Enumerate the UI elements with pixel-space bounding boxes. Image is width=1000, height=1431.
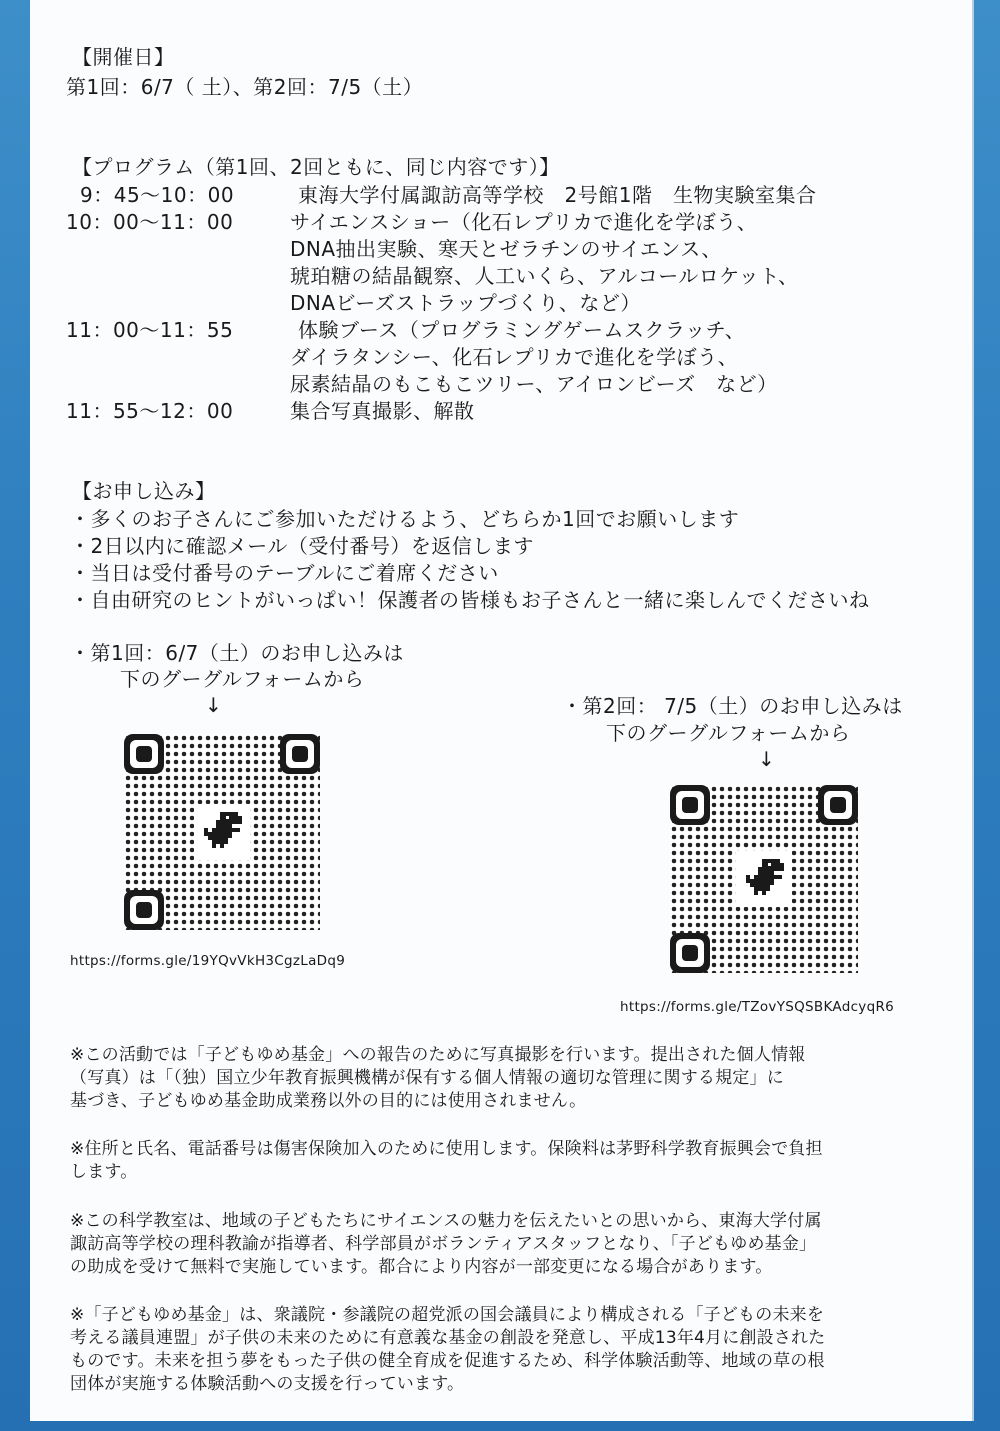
program-desc-2-line-3: 琥珀糖の結晶観察、人工いくら、アルコールロケット、	[290, 264, 799, 288]
form2-url-link[interactable]: https://forms.gle/TZovYSQSBKAdcyqR6	[620, 999, 895, 1015]
program-desc-3-line-2: ダイラタンシー、化石レプリカで進化を学ぼう、	[290, 345, 739, 369]
program-time-2: 10：00〜11：00	[66, 210, 234, 234]
note-4-line-3: ものです。未来を担う夢をもった子供の健全育成を促進するため、科学体験活動等、地域の草の根	[70, 1351, 825, 1371]
note-4-line-2: 考える議員連盟」が子供の未来のために有意義な基金の創設を発意し、平成13年4月に創設された	[70, 1328, 826, 1348]
flyer-page	[30, 0, 974, 1421]
note-1-line-2: （写真）は「（独）国立少年教育振興機構が保有する個人情報の適切な管理に関する規定」に	[70, 1068, 784, 1088]
program-time-4: 11：55〜12：00	[66, 399, 234, 423]
form2-line-1: ・第2回： 7/5（土）のお申し込みは	[562, 694, 903, 718]
note-2-line-2: します。	[70, 1162, 138, 1182]
form1-line-1: ・第1回：6/7（土）のお申し込みは	[70, 641, 404, 665]
program-desc-4-line-1: 集合写真撮影、解散	[290, 399, 475, 423]
qr-code-form-2[interactable]	[670, 785, 858, 973]
apply-bullet-1: ・多くのお子さんにご参加いただけるよう、どちらか1回でお願いします	[70, 507, 740, 531]
program-desc-2-line-1: サイエンスショー（化石レプリカで進化を学ぼう、	[290, 210, 758, 234]
program-desc-3-line-1: 体験ブース（プログラミングゲームスクラッチ、	[298, 318, 746, 342]
apply-bullet-2: ・2日以内に確認メール（受付番号）を返信します	[70, 534, 534, 558]
note-3-line-3: の助成を受けて無料で実施しています。都合により内容が一部変更になる場合があります。	[70, 1257, 773, 1277]
note-2-line-1: ※住所と氏名、電話番号は傷害保険加入のために使用します。保険料は茅野科学教育振興会で負担	[70, 1139, 823, 1159]
program-desc-2-line-4: DNAビーズストラップづくり、など）	[290, 291, 641, 315]
form1-url-link[interactable]: https://forms.gle/19YQvVkH3CgzLaDq9	[70, 953, 346, 969]
program-time-3: 11：00〜11：55	[66, 318, 234, 342]
program-desc-1-line-1: 東海大学付属諏訪高等学校 2号館1階 生物実験室集合	[298, 183, 817, 207]
dates-heading: 【開催日】	[72, 45, 175, 69]
qr-finder-icon	[124, 734, 164, 774]
qr-finder-icon	[124, 890, 164, 930]
note-1-line-1: ※この活動では「子どもゆめ基金」への報告のために写真撮影を行います。提出された個人情報	[70, 1045, 806, 1065]
dino-icon	[736, 851, 792, 907]
dino-icon	[194, 804, 250, 860]
qr-finder-icon	[818, 785, 858, 825]
note-1-line-3: 基づき、子どもゆめ基金助成業務以外の目的には使用されません。	[70, 1091, 587, 1111]
note-3-line-1: ※この科学教室は、地域の子どもたちにサイエンスの魅力を伝えたいとの思いから、東海大学付属	[70, 1211, 822, 1231]
form1-line-2: 下のグーグルフォームから	[120, 667, 365, 691]
program-desc-2-line-2: DNA抽出実験、寒天とゼラチンのサイエンス、	[290, 237, 722, 261]
note-4-line-4: 団体が実施する体験活動への支援を行っています。	[70, 1374, 465, 1394]
apply-bullet-4: ・自由研究のヒントがいっぱい！保護者の皆様もお子さんと一緒に楽しんでくださいね	[70, 588, 870, 612]
arrow-down-icon: ↓	[205, 693, 223, 717]
qr-code-form-1[interactable]	[124, 734, 320, 930]
qr-finder-icon	[280, 734, 320, 774]
dates-line: 第1回：6/7（ 土）、第2回：7/5（土）	[66, 75, 424, 99]
program-heading: 【プログラム（第1回、2回ともに、同じ内容です）】	[72, 155, 560, 179]
qr-finder-icon	[670, 933, 710, 973]
form2-line-2: 下のグーグルフォームから	[606, 721, 851, 745]
apply-heading: 【お申し込み】	[72, 479, 216, 503]
apply-bullet-3: ・当日は受付番号のテーブルにご着席ください	[70, 561, 499, 585]
arrow-down-icon: ↓	[758, 747, 776, 771]
qr-finder-icon	[670, 785, 710, 825]
note-3-line-2: 諏訪高等学校の理科教諭が指導者、科学部員がボランティアスタッフとなり、「子どもゆめ基金」	[70, 1234, 817, 1254]
note-4-line-1: ※「子どもゆめ基金」は、衆議院・参議院の超党派の国会議員により構成される「子どもの未来を	[70, 1305, 825, 1325]
program-time-1: 9：45〜10：00	[80, 183, 235, 207]
program-desc-3-line-3: 尿素結晶のもこもこツリー、アイロンビーズ など）	[290, 372, 778, 396]
